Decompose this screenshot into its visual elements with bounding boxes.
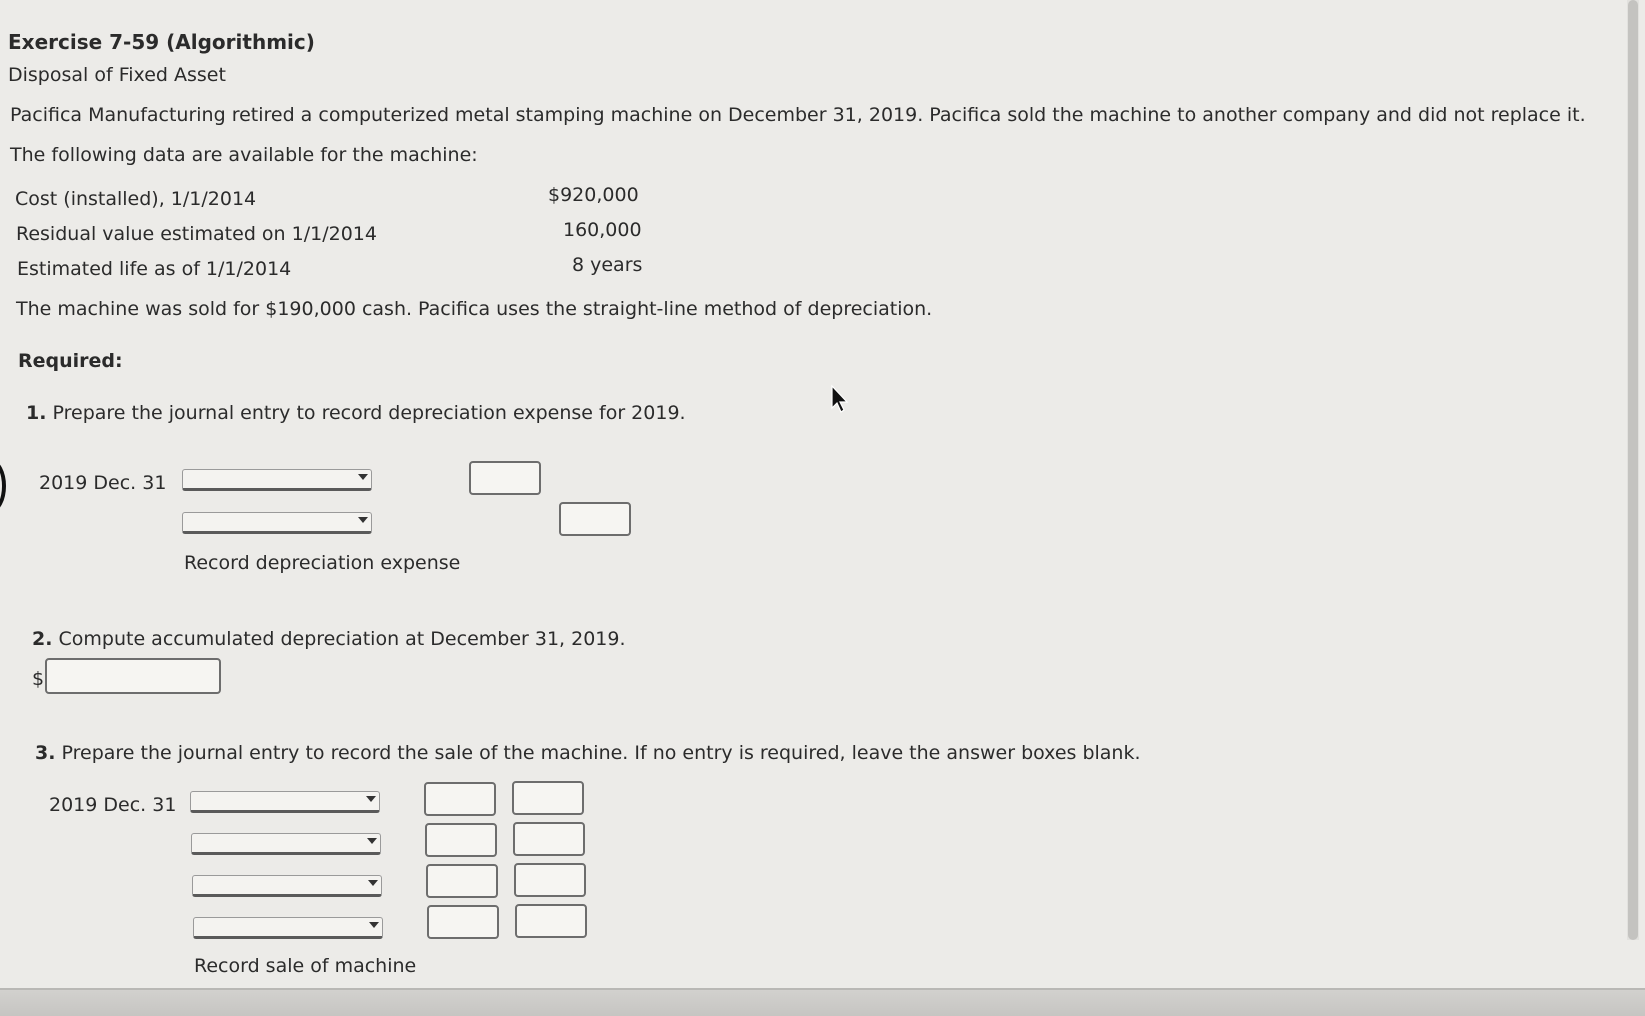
q1-credit-account-select[interactable] — [182, 512, 372, 534]
q3-debit-input-1[interactable] — [424, 782, 496, 816]
chevron-down-icon — [358, 517, 368, 523]
q3-memo: Record sale of machine — [194, 955, 417, 977]
data-label-residual: Residual value estimated on 1/1/2014 — [16, 223, 377, 245]
q3-account-select-4[interactable] — [193, 917, 383, 939]
q1-number: 1. — [26, 402, 47, 424]
q1-prompt — [26, 402, 686, 424]
bottom-edge — [0, 988, 1645, 1016]
q3-number: 3. — [35, 742, 56, 764]
q3-credit-input-4[interactable] — [515, 904, 587, 938]
data-label-cost: Cost (installed), 1/1/2014 — [15, 188, 257, 210]
q2-number: 2. — [32, 628, 53, 650]
q3-prompt — [35, 742, 1141, 764]
q3-debit-input-3[interactable] — [426, 864, 498, 898]
q2-prompt — [32, 628, 626, 650]
chevron-down-icon — [369, 922, 379, 928]
q3-credit-input-2[interactable] — [513, 822, 585, 856]
q2-currency-symbol: $ — [32, 668, 45, 690]
q1-debit-amount-input[interactable] — [469, 461, 541, 495]
data-label-life: Estimated life as of 1/1/2014 — [17, 258, 292, 280]
data-value-residual: 160,000 — [563, 219, 642, 241]
q3-debit-input-2[interactable] — [425, 823, 497, 857]
q2-accumulated-depreciation-input[interactable] — [45, 658, 221, 694]
intro-line-2: The following data are available for the machine: — [10, 144, 478, 166]
q3-date: 2019 Dec. 31 — [49, 794, 177, 816]
chevron-down-icon — [366, 796, 376, 802]
page-edge-arc — [0, 460, 6, 512]
data-value-cost: $920,000 — [548, 184, 639, 206]
data-value-life: 8 years — [572, 254, 643, 276]
q3-account-select-1[interactable] — [190, 791, 380, 813]
q2-text: Compute accumulated depreciation at December 31, 2019. — [58, 628, 626, 650]
chevron-down-icon — [368, 880, 378, 886]
sale-note: The machine was sold for $190,000 cash. Pacifica uses the straight-line method of depreciation. — [16, 298, 933, 320]
vertical-scrollbar[interactable] — [1627, 0, 1639, 940]
q1-date: 2019 Dec. 31 — [39, 472, 167, 494]
q1-text: Prepare the journal entry to record depreciation expense for 2019. — [52, 402, 686, 424]
q3-credit-input-3[interactable] — [514, 863, 586, 897]
q1-credit-amount-input[interactable] — [559, 502, 631, 536]
mouse-cursor-icon — [830, 384, 850, 414]
chevron-down-icon — [358, 474, 368, 480]
q1-debit-account-select[interactable] — [182, 469, 372, 491]
q3-account-select-2[interactable] — [191, 833, 381, 855]
q1-memo: Record depreciation expense — [184, 552, 461, 574]
scrollbar-thumb[interactable] — [1628, 0, 1638, 940]
exercise-subtitle: Disposal of Fixed Asset — [8, 64, 226, 86]
required-heading: Required: — [18, 350, 123, 372]
exercise-title: Exercise 7-59 (Algorithmic) — [8, 30, 315, 54]
q3-debit-input-4[interactable] — [427, 905, 499, 939]
q3-credit-input-1[interactable] — [512, 781, 584, 815]
q3-account-select-3[interactable] — [192, 875, 382, 897]
chevron-down-icon — [367, 838, 377, 844]
intro-line-1: Pacifica Manufacturing retired a computerized metal stamping machine on December 31, 2019. Pacifica sold the machine to another company and did not replace it. — [10, 104, 1586, 126]
q3-text: Prepare the journal entry to record the sale of the machine. If no entry is required, leave the answer boxes blank. — [61, 742, 1141, 764]
